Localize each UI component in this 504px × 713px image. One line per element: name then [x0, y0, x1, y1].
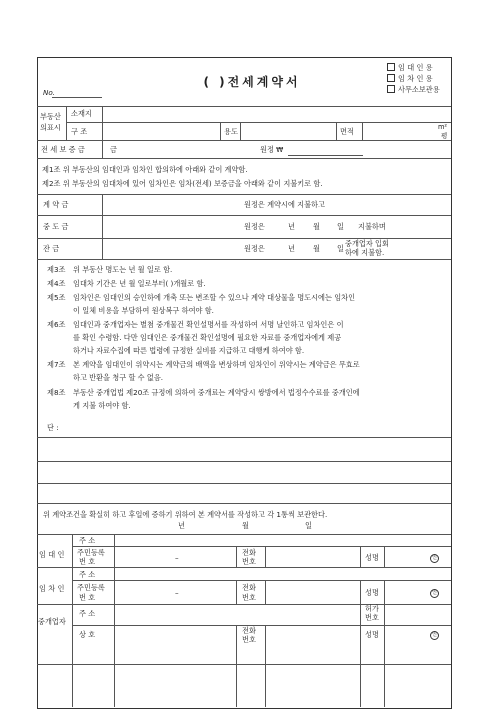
divider	[265, 546, 266, 567]
page-title: ( )전세계약서	[203, 75, 301, 89]
clause-7-text: 본 계약을 임대인이 위약시는 계약금의 배액을 변상하며 임차인이 위약시는 계약금은 무효로	[73, 360, 360, 369]
clause-3-text: 위 부동산 명도는 년 월 일로 함.	[73, 265, 173, 274]
middle-year: 년	[288, 222, 295, 231]
middle-payment-label: 중 도 금	[43, 222, 69, 231]
divider	[102, 140, 103, 158]
divider	[72, 625, 451, 626]
divider	[240, 122, 241, 140]
resident-no-dash: –	[175, 588, 179, 597]
divider	[265, 580, 266, 604]
divider	[362, 122, 363, 140]
name-label: 성명	[365, 588, 379, 597]
resident-no-label: 주민등록	[77, 583, 105, 592]
clause-6-cont: 를 확인 수령함. 다만 임대인은 중개물건 확인설명에 필요한 자료를 중개업자에게 제공	[73, 333, 342, 342]
property-label: 부동산	[40, 112, 61, 121]
deposit-label: 전 세 보 증 금	[41, 145, 85, 154]
clause-5-text: 임차인은 임대인의 승인하에 개축 또는 변조할 수 있으나 계약 대상물을 명도시에는 임차인	[73, 293, 356, 302]
divider	[37, 604, 451, 605]
divider	[114, 534, 115, 707]
clause-number: 제3조	[47, 265, 66, 274]
closing-statement: 위 계약조건을 확실히 하고 후일에 증하기 위하여 본 계약서를 작성하고 각 1통씩 보관한다.	[43, 510, 328, 519]
clause-number: 제8조	[47, 388, 66, 397]
divider	[37, 194, 451, 195]
resident-no-label: 주민등록	[77, 548, 105, 557]
clause-number: 제6조	[47, 320, 66, 329]
seal-icon[interactable]	[430, 553, 439, 563]
address-label: 주 소	[79, 570, 96, 579]
closing-day: 일	[305, 521, 312, 530]
balance-payment-label: 잔 금	[43, 244, 60, 253]
resident-no-label: 번 호	[79, 557, 96, 566]
divider	[37, 503, 451, 504]
deposit-amount-line[interactable]	[288, 155, 363, 156]
middle-day: 일	[337, 222, 344, 231]
license-label: 번호	[365, 613, 379, 622]
divider	[102, 194, 103, 259]
divider	[236, 625, 237, 707]
area-unit-pyeong: 평	[441, 132, 448, 140]
divider	[37, 106, 451, 107]
divider	[37, 158, 451, 159]
clause-6-cont2: 하거나 자료수집에 따른 법령에 규정한 실비를 지급하고 대행케 하여야 함.	[73, 346, 305, 355]
divider	[72, 534, 73, 707]
trade-name-label: 상 호	[79, 630, 96, 639]
divider	[37, 664, 451, 665]
name-label: 성명	[365, 553, 379, 562]
closing-year: 년	[178, 521, 185, 530]
contract-payment-text: 원정은 계약시에 지불하고	[244, 200, 325, 209]
number-label: No.	[43, 88, 56, 97]
balance-month: 월	[313, 244, 320, 253]
special-terms-line[interactable]	[37, 461, 451, 462]
clause-number: 제7조	[47, 360, 66, 369]
clause-8-text: 부동산 중개업법 제20조 규정에 의하여 중개료는 계약당시 쌍방에서 법정수수료를 중개인에	[73, 388, 360, 397]
clause-number: 제4조	[47, 279, 66, 288]
structure-label: 구 조	[71, 127, 88, 136]
divider	[236, 580, 237, 604]
balance-won: 원정은	[244, 244, 265, 253]
middle-month: 월	[313, 222, 320, 231]
divider	[66, 122, 451, 123]
divider	[72, 580, 451, 581]
clause-4-text: 임대차 기간은 년 월 일로부터( )개월로 함.	[73, 279, 206, 288]
closing-month: 월	[242, 521, 249, 530]
divider	[360, 546, 361, 567]
license-label: 허가	[365, 604, 379, 613]
phone-label: 전화	[242, 548, 256, 557]
clause-1: 제1조 위 부동산의 임대인과 임차인 합의하에 아래와 같이 계약함.	[42, 165, 248, 174]
clause-6-text: 임대인과 중개업자는 별첨 중개물건 확인설명서를 작성하여 서명 날인하고 임차인은 이	[73, 320, 344, 329]
deposit-prefix: 금	[110, 145, 117, 154]
name-label: 성명	[365, 630, 379, 639]
seal-mark: 인	[430, 589, 439, 598]
checkbox-label: 사무소보관용	[398, 85, 440, 94]
contract-payment-label: 계 약 금	[43, 200, 69, 209]
checkbox-label: 임 차 인 용	[398, 74, 433, 83]
phone-label: 전화	[242, 583, 256, 592]
resident-no-dash: –	[175, 553, 179, 562]
clause-number: 제5조	[47, 293, 66, 302]
middle-tail: 지불하며	[358, 222, 386, 231]
divider	[72, 546, 451, 547]
special-terms-line[interactable]	[37, 483, 451, 484]
phone-label: 번호	[242, 635, 256, 644]
divider	[37, 259, 451, 260]
clause-8-cont: 게 지불 하여야 함.	[73, 401, 131, 410]
landlord-label: 임 대 인	[39, 550, 65, 559]
area-unit-sqm: m²	[438, 123, 448, 131]
balance-tail-1: 중개업자 입회	[345, 239, 389, 248]
area-label: 면적	[340, 127, 354, 136]
location-label: 소재지	[71, 109, 92, 118]
address-label: 주 소	[79, 536, 96, 545]
deposit-won: 원정 ₩	[260, 145, 284, 154]
tenant-label: 임 차 인	[39, 584, 65, 593]
clause-7-cont: 하고 반환을 청구 할 수 없음.	[73, 373, 164, 382]
balance-tail-2: 하에 지불함.	[345, 248, 385, 257]
divider	[37, 567, 451, 568]
seal-mark: 인	[430, 554, 439, 563]
balance-year: 년	[288, 244, 295, 253]
address-label: 주 소	[79, 609, 96, 618]
divider	[220, 122, 221, 140]
special-terms-line[interactable]	[37, 437, 451, 438]
property-label: 의표시	[40, 123, 61, 132]
balance-day: 일	[337, 244, 344, 253]
divider	[37, 140, 451, 141]
divider	[360, 580, 361, 604]
special-terms-label: 단 :	[47, 423, 59, 432]
clause-5-cont: 이 일체 비용을 부담하여 원상복구 하여야 함.	[73, 306, 214, 315]
clause-2: 제2조 위 부동산의 임대차에 있어 임차인은 임차(전세) 보증금을 아래와 같이 지불키로 함.	[42, 179, 323, 188]
usage-label: 용도	[224, 127, 238, 136]
phone-label: 번호	[242, 593, 256, 602]
divider	[102, 106, 103, 140]
divider	[360, 604, 361, 707]
seal-icon[interactable]	[430, 630, 439, 640]
divider	[265, 625, 266, 707]
contract-frame	[37, 57, 452, 709]
divider	[236, 546, 237, 567]
resident-no-label: 번 호	[79, 593, 96, 602]
seal-mark: 인	[430, 631, 439, 640]
number-field-line[interactable]	[52, 97, 102, 98]
checkbox-label: 임 대 인 용	[398, 63, 433, 72]
middle-won: 원정은	[244, 222, 265, 231]
divider	[384, 580, 385, 604]
divider	[384, 604, 385, 707]
divider	[37, 534, 451, 535]
divider	[66, 106, 67, 140]
phone-label: 전화	[242, 626, 256, 635]
divider	[384, 546, 385, 567]
divider	[37, 215, 451, 216]
agent-label: 중개업자	[38, 617, 66, 626]
seal-icon[interactable]	[430, 588, 439, 598]
phone-label: 번호	[242, 557, 256, 566]
divider	[336, 122, 337, 140]
